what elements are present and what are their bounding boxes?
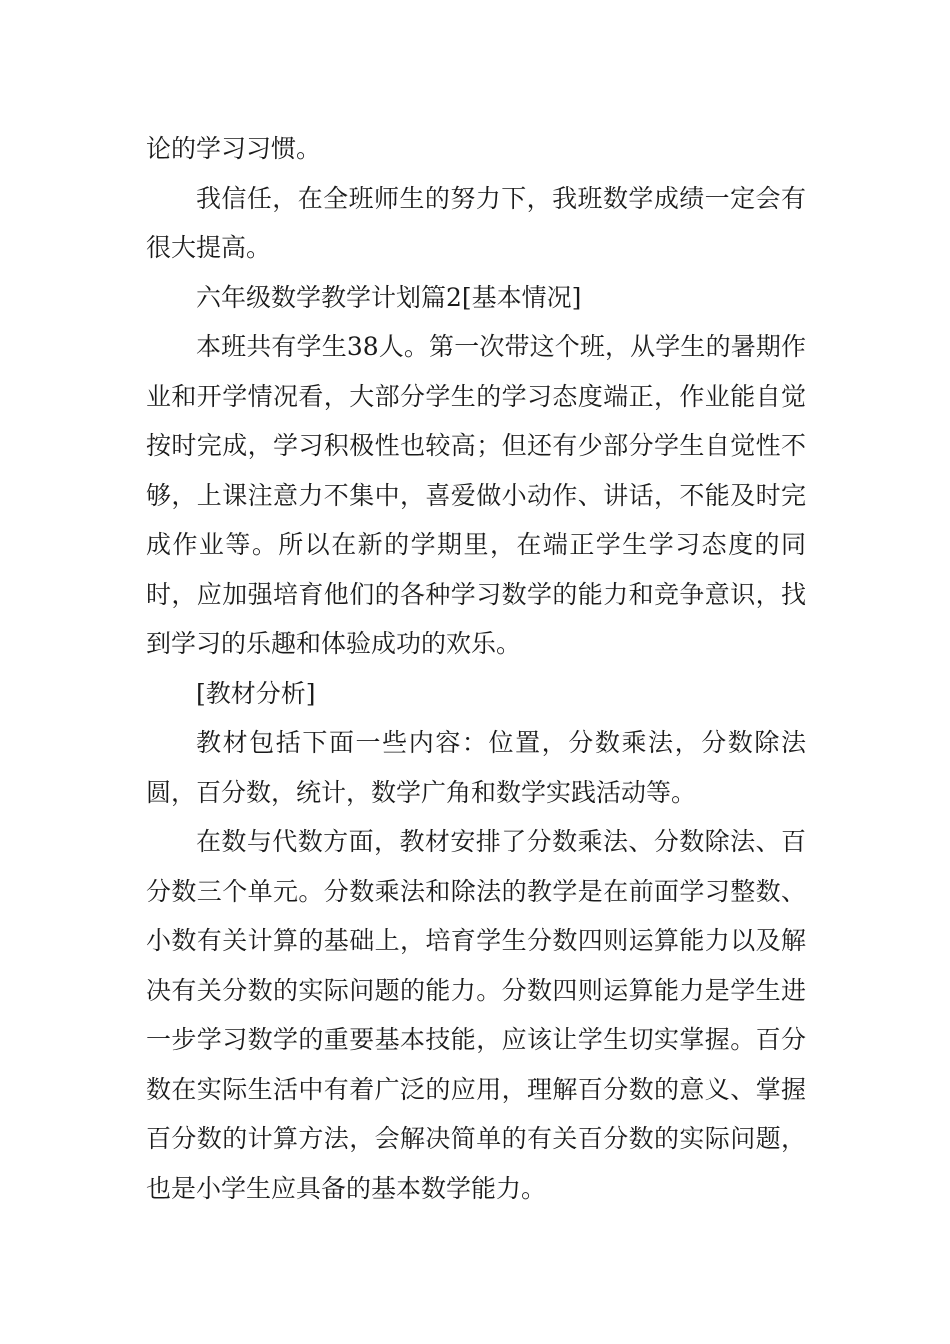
section-heading-textbook-analysis: [教材分析]: [196, 678, 316, 708]
section-heading-basic-situation: 六年级数学教学计划篇2[基本情况]: [196, 282, 582, 312]
paragraph-continuation: 论的学习习惯。: [146, 134, 322, 163]
paragraph-number-algebra: 在数与代数方面，教材安排了分数乘法、分数除法、百分数三个单元。分数乘法和除法的教学是在前面学习整数、小数有关计算的基础上，培育学生分数四则运算能力以及解决有关分数的实际问题的能力。分数四则运算能力是学生进一步学习数学的重要基本技能，应该让学生切实掌握。百分数在实际生活中有着广泛的应用，理解百分数的意义、掌握百分数的计算方法，会解决简单的有关百分数的实际问题，也是小学生应具备的基本数学能力。: [146, 827, 806, 1203]
paragraph-belief: 我信任，在全班师生的努力下，我班数学成绩一定会有很大提高。: [146, 183, 806, 262]
paragraph-textbook-contents: 教材包括下面一些内容：位置，分数乘法，分数除法圆，百分数，统计，数学广角和数学实践活动等。: [146, 728, 806, 807]
document-body: [146, 124, 806, 1213]
paragraph-class-situation: 本班共有学生38人。第一次带这个班，从学生的暑期作业和开学情况看，大部分学生的学习态度端正，作业能自觉按时完成，学习积极性也较高；但还有少部分学生自觉性不够，上课注意力不集中，喜爱做小动作、讲话，不能及时完成作业等。所以在新的学期里，在端正学生学习态度的同时，应加强培育他们的各种学习数学的能力和竞争意识，找到学习的乐趣和体验成功的欢乐。: [146, 332, 806, 658]
